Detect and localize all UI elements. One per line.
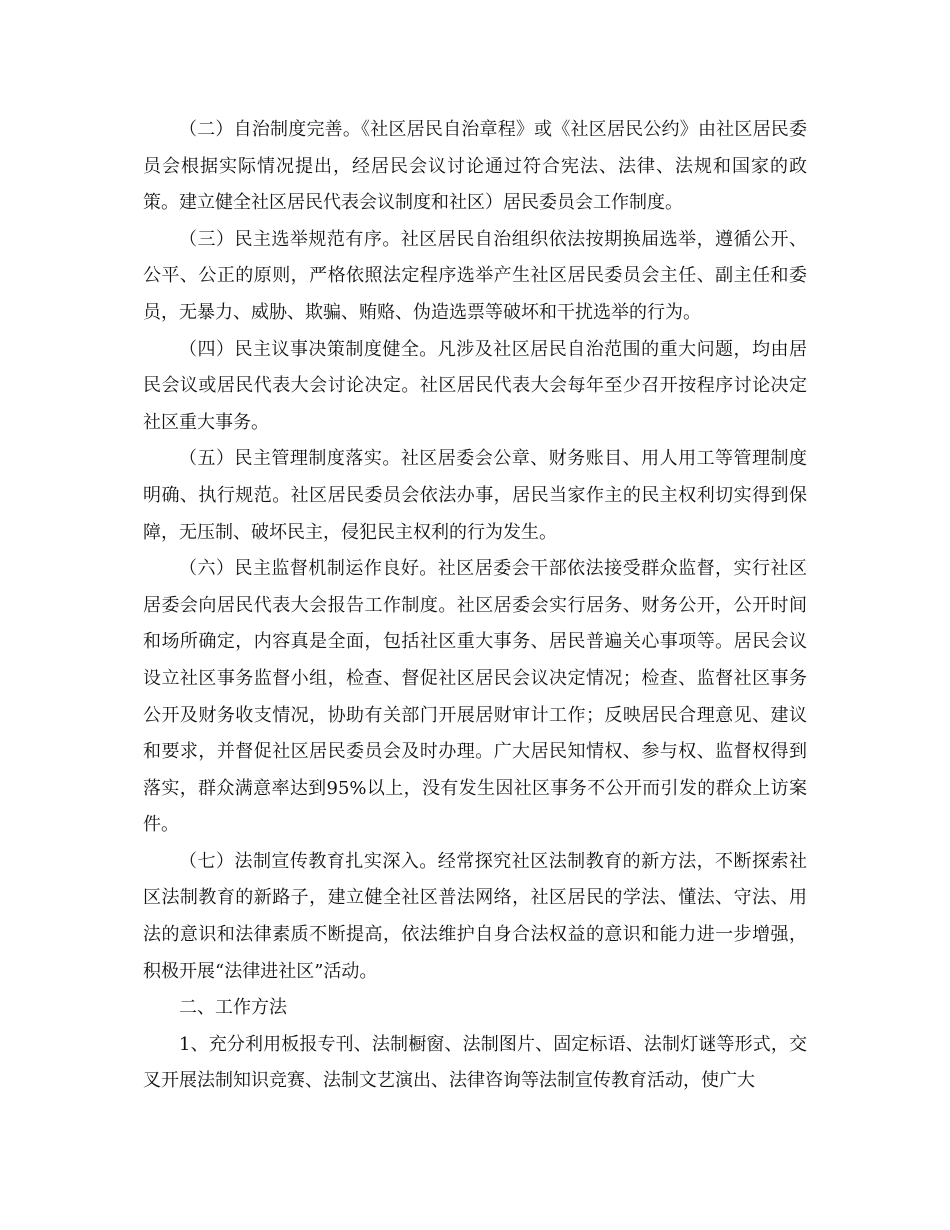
- paragraph-method-1: 1、充分利用板报专刊、法制橱窗、法制图片、固定标语、法制灯谜等形式，交叉开展法制知识竞赛、法制文艺演出、法律咨询等法制宣传教育活动，使广大: [143, 1033, 807, 1092]
- paragraph-legal-education: （七）法制宣传教育扎实深入。经常探究社区法制教育的新方法，不断探索社区法制教育的新路子，建立健全社区普法网络，社区居民的学法、懂法、守法、用法的意识和法律素质不断提高，依法维护自身合法权益的意识和能力进一步增强，积极开展“法律进社区”活动。: [143, 850, 807, 982]
- paragraph-autonomy-system: （二）自治制度完善。《社区居民自治章程》或《社区居民公约》由社区居民委员会根据实际情况提出，经居民会议讨论通过符合宪法、法律、法规和国家的政策。建立健全社区居民代表会议制度和社区）居民委员会工作制度。: [143, 119, 807, 214]
- section-heading-work-methods: 二、工作方法: [179, 997, 287, 1019]
- document-body: [143, 112, 807, 1100]
- paragraph-democratic-management: （五）民主管理制度落实。社区居委会公章、财务账目、用人用工等管理制度明确、执行规范。社区居民委员会依法办事，居民当家作主的民主权利切实得到保障，无压制、破坏民主，侵犯民主权利的行为发生。: [143, 448, 807, 543]
- paragraph-decision-making: （四）民主议事决策制度健全。凡涉及社区居民自治范围的重大问题，均由居民会议或居民代表大会讨论决定。社区居民代表大会每年至少召开按程序讨论决定社区重大事务。: [143, 338, 807, 433]
- paragraph-democratic-election: （三）民主选举规范有序。社区居民自治组织依法按期换届选举，遵循公开、公平、公正的原则，严格依照法定程序选举产生社区居民委员会主任、副主任和委员，无暴力、威胁、欺骗、贿赂、伪造选票等破坏和干扰选举的行为。: [143, 228, 807, 323]
- paragraph-democratic-supervision: （六）民主监督机制运作良好。社区居委会干部依法接受群众监督，实行社区居委会向居民代表大会报告工作制度。社区居委会实行居务、财务公开，公开时间和场所确定，内容真是全面，包括社区重大事务、居民普遍关心事项等。居民会议设立社区事务监督小组，检查、督促社区居民会议决定情况；检查、监督社区事务公开及财务收支情况，协助有关部门开展居财审计工作；反映居民合理意见、建议和要求，并督促社区居民委员会及时办理。广大居民知情权、参与权、监督权得到落实，群众满意率达到95%以上，没有发生因社区事务不公开而引发的群众上访案件。: [143, 558, 807, 836]
